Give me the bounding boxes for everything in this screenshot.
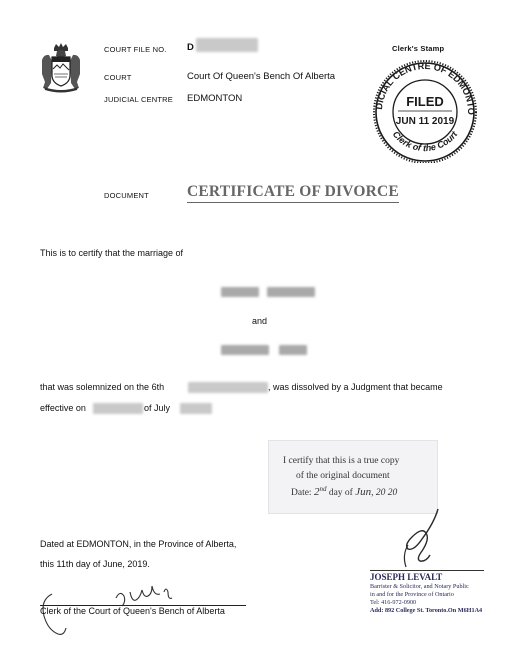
clerks-stamp-label: Clerk's Stamp — [392, 44, 445, 53]
intro-text: This is to certify that the marriage of — [40, 248, 184, 258]
effective-prefix-text: effective on — [40, 403, 86, 413]
court-value: Court Of Queen's Bench Of Alberta — [187, 71, 336, 82]
effective-mid-text: of July — [144, 403, 171, 413]
true-copy-date-sup: nd — [319, 485, 327, 493]
solemnized-prefix-text: that was solemnized on the 6th — [40, 382, 165, 392]
stamp-filed-text: FILED — [406, 94, 444, 109]
redacted-court-file-number — [196, 38, 258, 52]
dated-line-1: Dated at EDMONTON, in the Province of Alberta, — [40, 539, 237, 549]
true-copy-date-year: , 20 20 — [371, 488, 398, 499]
true-copy-date-label: Date: — [291, 488, 312, 499]
true-copy-line-2: of the original document — [296, 471, 390, 481]
notary-name-line — [370, 570, 484, 571]
notary-phone: Tel: 416-972-0900 — [370, 599, 417, 606]
true-copy-date-month: Jun — [355, 486, 372, 499]
notary-name: JOSEPH LEVALT — [370, 572, 443, 582]
redacted-marriage-date — [188, 382, 268, 393]
notary-line-1: Barrister & Solicitor, and Notary Public — [370, 583, 469, 590]
document-label: DOCUMENT — [104, 191, 149, 200]
judicial-centre-label: JUDICIAL CENTRE — [104, 95, 173, 104]
redacted-spouse-1-last — [267, 287, 315, 297]
stamp-ring-bottom-text: Clerk of the Court — [390, 129, 460, 154]
and-text: and — [252, 316, 268, 326]
notary-signature — [390, 505, 450, 575]
solemnized-suffix-text: , was dissolved by a Judgment that became — [268, 382, 443, 392]
true-copy-date-row — [291, 485, 397, 498]
true-copy-stamp — [268, 440, 438, 514]
filed-stamp — [366, 58, 484, 163]
alberta-coat-of-arms-logo — [38, 42, 84, 94]
document-title: CERTIFICATE OF DIVORCE — [187, 183, 399, 203]
judicial-centre-value: EDMONTON — [187, 93, 243, 104]
true-copy-line-1: I certify that this is a true copy — [283, 456, 400, 466]
clerk-signature-caption: Clerk of the Court of Queen's Bench of Alberta — [40, 606, 225, 616]
redacted-spouse-2-last — [279, 345, 307, 355]
stamp-ring-top-text: DICIAL CENTRE OF EDMONTO — [373, 60, 477, 115]
redacted-spouse-2-first — [221, 345, 269, 355]
notary-line-2: in and for the Province of Ontario — [370, 591, 454, 598]
redacted-spouse-1-first — [221, 287, 259, 297]
court-label: COURT — [104, 73, 132, 82]
court-file-value: D — [187, 42, 194, 53]
redacted-effective-year — [180, 403, 212, 414]
dated-line-2: this 11th day of June, 2019. — [40, 559, 150, 569]
true-copy-date-day: 2 — [313, 486, 320, 499]
true-copy-date-rest: day of — [328, 488, 353, 499]
redacted-effective-day — [93, 403, 143, 414]
notary-address: Add: 892 College St. Toronto.On M6H1A4 — [370, 607, 483, 614]
court-file-label: COURT FILE NO. — [104, 45, 167, 54]
stamp-date-text: JUN 11 2019 — [395, 116, 455, 127]
